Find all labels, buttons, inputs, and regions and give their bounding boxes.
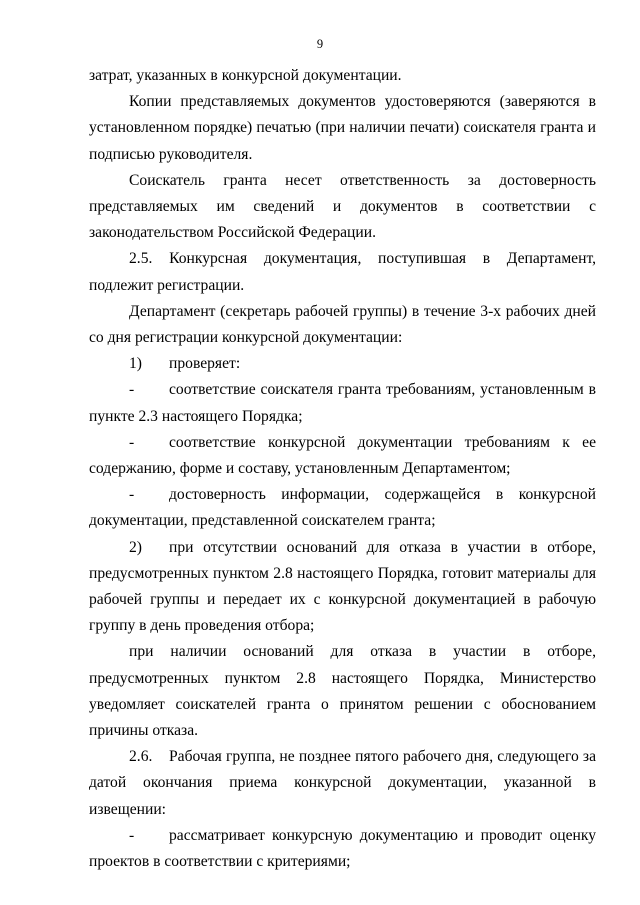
list-item [89,377,596,429]
document-body [89,63,596,875]
list-item [89,823,596,875]
list-item [89,744,596,823]
list-item-text: при отсутствии оснований для отказа в участии в отборе, предусмотренных пунктом 2.8 настоящего Порядка, готовит материалы для рабочей группы и передает их с конкурсной документацией в рабочую группу в день проведения отбора; [89,538,596,635]
list-marker: - [129,826,135,844]
list-item [89,351,596,377]
list-item-text: соответствие соискателя гранта требованиям, установленным в пункте 2.3 настоящего Порядка; [89,381,596,425]
list-item [89,430,596,482]
paragraph: при наличии оснований для отказа в участии в отборе, предусмотренных пунктом 2.8 настоящего Порядка, Министерство уведомляет соискателей гранта о принятом решении с обоснованием причины отказа. [89,643,596,740]
list-item-text: проверяет: [169,355,241,373]
list-marker: - [129,486,135,504]
list-marker: 2.6. [129,748,153,766]
list-marker: - [129,381,135,399]
page-number: 9 [316,37,324,51]
list-item [89,482,596,534]
list-marker: - [129,433,135,451]
paragraph: Соискатель гранта несет ответственность за достоверность представляемых им сведений и документов в соответствии с законодательством Российской Федерации. [89,171,596,242]
paragraph: 2.5. Конкурсная документация, поступившая в Департамент, подлежит регистрации. [89,250,596,294]
list-item [89,535,596,640]
paragraph: Департамент (секретарь рабочей группы) в течение 3-х рабочих дней со дня регистрации конкурсной документации: [89,302,596,347]
list-marker: 1) [129,355,142,373]
list-marker: 2) [129,538,142,556]
list-item-text: Рабочая группа, не позднее пятого рабочего дня, следующего за датой окончания приема конкурсной документации, указанной в извещении: [89,748,596,818]
list-item-text: достоверность информации, содержащейся в конкурсной документации, представленной соискателем гранта; [89,486,596,530]
list-item-text: соответствие конкурсной документации требованиям к ее содержанию, форме и составу, установленным Департаментом; [89,433,596,478]
paragraph: Копии представляемых документов удостоверяются (заверяются в установленном порядке) печатью (при наличии печати) соискателя гранта и подписью руководителя. [89,93,596,163]
list-item-text: рассматривает конкурсную документацию и проводит оценку проектов в соответствии с критериями; [89,826,596,871]
paragraph: затрат, указанных в конкурсной документации. [89,67,402,84]
